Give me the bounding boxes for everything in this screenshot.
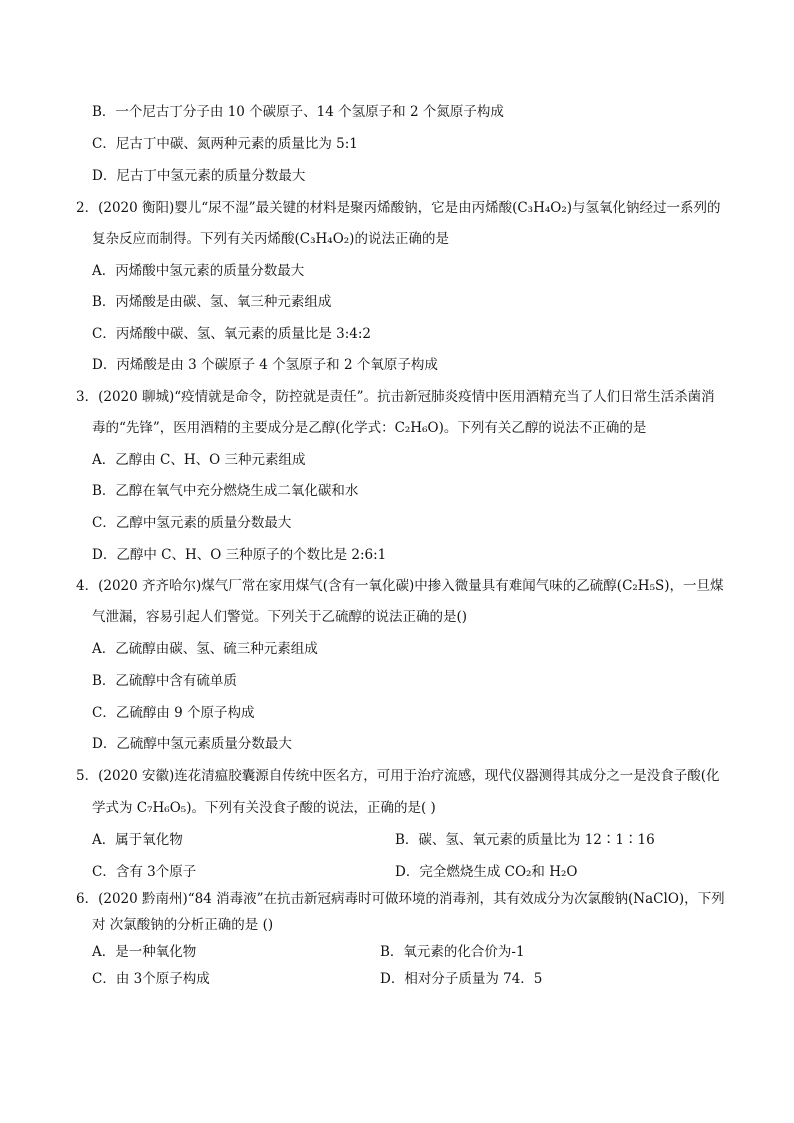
- q1-option-b: B．一个尼古丁分子由 10 个碳原子、14 个氢原子和 2 个氮原子构成: [92, 104, 504, 120]
- q3-option-c: C．乙醇中氢元素的质量分数最大: [92, 515, 292, 531]
- q2-option-c: C．丙烯酸中碳、氢、氧元素的质量比是 3:4:2: [92, 326, 371, 342]
- q4-option-a: A．乙硫醇由碳、氢、硫三种元素组成: [92, 641, 318, 657]
- q3-stem-line2: 毒的“先锋”，医用酒精的主要成分是乙醇(化学式：C₂H₆O)。下列有关乙醇的说法不正确的是: [92, 420, 647, 436]
- q2-option-d: D．丙烯酸是由 3 个碳原子 4 个氢原子和 2 个氧原子构成: [92, 357, 438, 373]
- q6-stem-line1: 6．(2020 黔南州)“84 消毒液”在抗击新冠病毒时可做环境的消毒剂，其有效成分为次氯酸钠(NaClO)，下列: [76, 891, 725, 907]
- q2-stem-line1: 2．(2020 衡阳)婴儿“尿不湿”最关键的材料是聚丙烯酸钠，它是由丙烯酸(C₃H₄O₂)与氢氧化钠经过一系列的: [76, 200, 721, 216]
- q3-option-d: D．乙醇中 C、H、O 三种原子的个数比是 2:6:1: [92, 547, 387, 563]
- q2-option-b: B．丙烯酸是由碳、氢、氧三种元素组成: [92, 294, 332, 310]
- q5-option-c: C．含有 3个原子: [92, 864, 197, 880]
- q3-stem-line1: 3．(2020 聊城)“疫情就是命令，防控就是责任”。抗击新冠肺炎疫情中医用酒精充当了人们日常生活杀菌消: [76, 389, 715, 405]
- q2-stem-line2: 复杂反应而制得。下列有关丙烯酸(C₃H₄O₂)的说法正确的是: [92, 231, 449, 247]
- q4-stem-line1: 4．(2020 齐齐哈尔)煤气厂常在家用煤气(含有一氧化碳)中掺入微量具有难闻气味的乙硫醇(C₂H₅S)，一旦煤: [76, 578, 724, 594]
- q6-option-c: C．由 3个原子构成: [92, 971, 210, 987]
- q4-option-c: C．乙硫醇由 9 个原子构成: [92, 705, 255, 721]
- q6-stem-line2: 对 次氯酸钠的分析正确的是 (): [92, 917, 274, 933]
- q4-option-b: B．乙硫醇中含有硫单质: [92, 673, 237, 689]
- q4-option-d: D．乙硫醇中氢元素质量分数最大: [92, 736, 292, 752]
- q5-stem-line2: 学式为 C₇H₆O₅)。下列有关没食子酸的说法，正确的是( ): [92, 800, 436, 816]
- q5-stem-line1: 5．(2020 安徽)连花清瘟胶囊源自传统中医名方，可用于治疗流感，现代仪器测得其成分之一是没食子酸(化: [76, 768, 720, 784]
- q2-option-a: A．丙烯酸中氢元素的质量分数最大: [92, 263, 305, 279]
- q6-option-b: B．氧元素的化合价为-1: [380, 944, 525, 960]
- q6-option-a: A．是一种氧化物: [92, 944, 197, 960]
- q3-option-a: A．乙醇由 C、H、O 三种元素组成: [92, 452, 306, 468]
- q4-stem-line2: 气泄漏，容易引起人们警觉。下列关于乙硫醇的说法正确的是(): [92, 609, 468, 625]
- q1-option-c: C．尼古丁中碳、氮两种元素的质量比为 5:1: [92, 136, 358, 152]
- q5-option-d: D．完全燃烧生成 CO₂和 H₂O: [395, 864, 578, 880]
- q3-option-b: B．乙醇在氧气中充分燃烧生成二氧化碳和水: [92, 483, 359, 499]
- q1-option-d: D．尼古丁中氢元素的质量分数最大: [92, 168, 306, 184]
- q5-option-a: A．属于氧化物: [92, 832, 183, 848]
- q6-option-d: D．相对分子质量为 74．5: [380, 971, 543, 987]
- q5-option-b: B．碳、氢、氧元素的质量比为 12∶1∶16: [395, 832, 655, 848]
